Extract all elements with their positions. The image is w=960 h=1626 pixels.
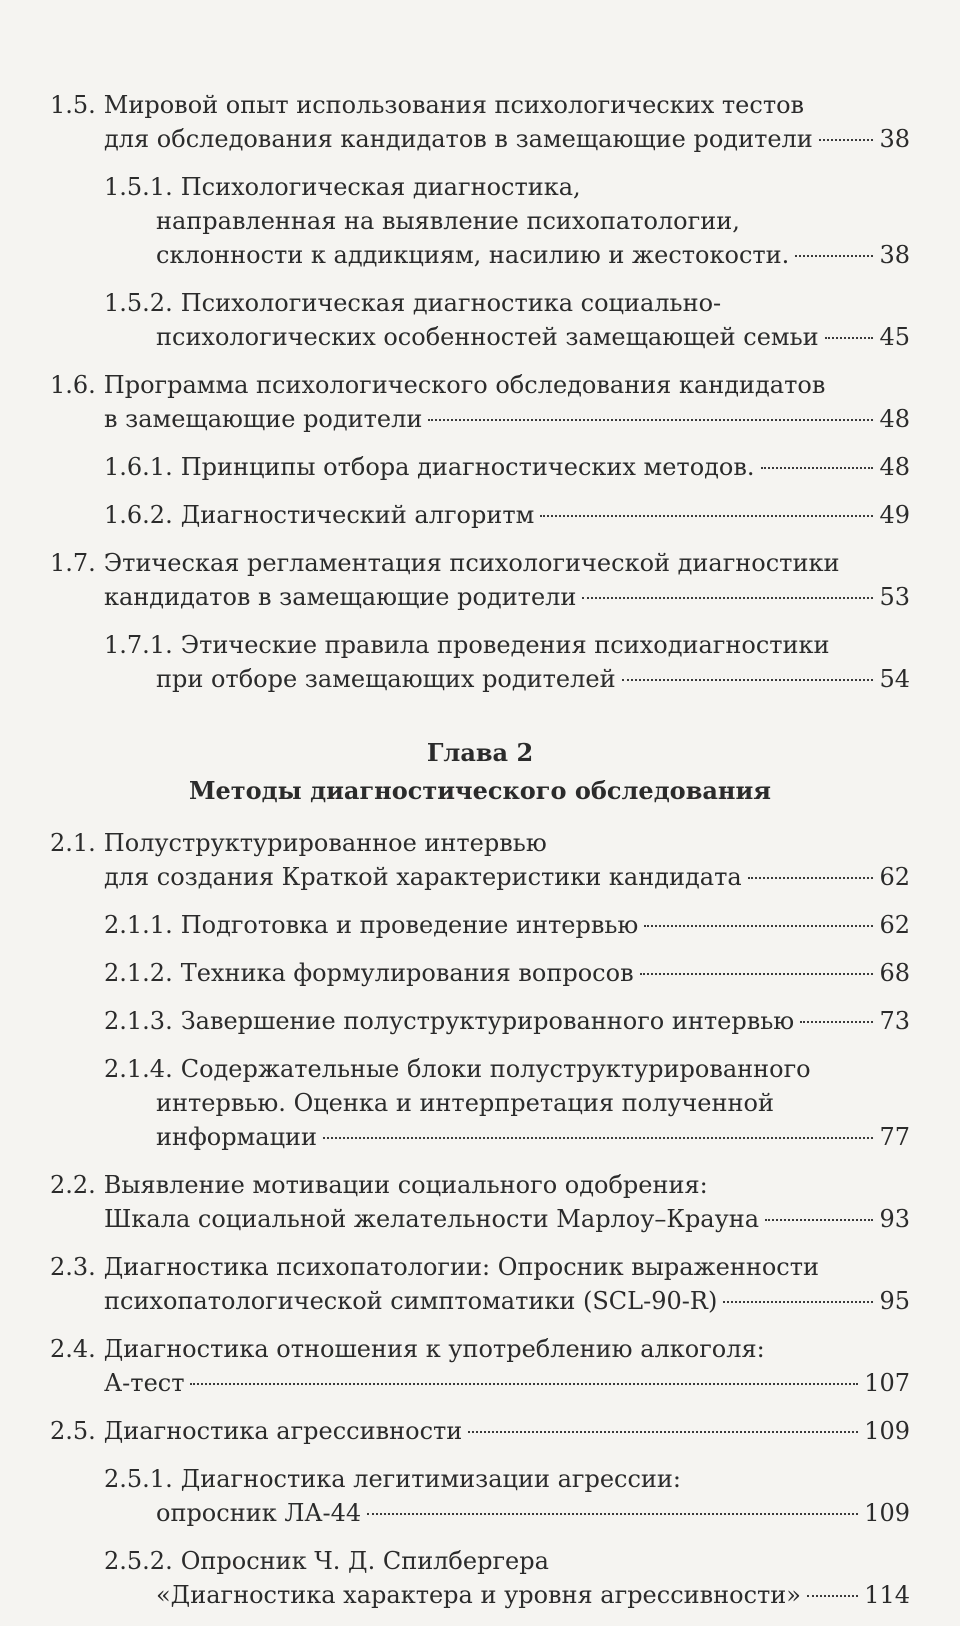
toc-entry-line	[50, 1414, 910, 1448]
toc-entry-title: Диагностика легитимизации агрессии:	[180, 1465, 682, 1493]
dot-leader	[795, 255, 873, 257]
toc-entry-page: 93	[879, 1205, 910, 1233]
toc-entry-line	[104, 1544, 910, 1578]
toc-entry-number: 2.5.	[50, 1417, 96, 1445]
toc-entry-page: 109	[864, 1417, 910, 1445]
toc-entry-number: 1.6.2.	[104, 501, 173, 529]
toc-entry-line	[104, 450, 910, 484]
dot-leader	[622, 679, 874, 681]
toc-entry	[50, 826, 910, 894]
toc-entry-line	[104, 628, 910, 662]
toc-entry-page: 38	[879, 241, 910, 269]
toc-entry-line	[104, 498, 910, 532]
toc-entry-number: 1.5.2.	[104, 289, 173, 317]
toc-entry-page: 48	[879, 453, 910, 481]
toc-entry-line	[104, 320, 910, 354]
toc-entry	[50, 1332, 910, 1400]
toc-entry-page: 38	[879, 125, 910, 153]
toc-entry-number: 1.5.	[50, 91, 96, 119]
toc-entry-number: 2.1.4.	[104, 1055, 173, 1083]
toc-entry	[50, 1462, 910, 1530]
toc-entry-title: А-тест	[104, 1369, 185, 1397]
toc-entry	[50, 286, 910, 354]
toc-entry-number: 2.3.	[50, 1253, 96, 1281]
toc-entry-title: психопатологической симптоматики (SCL-90-R)	[104, 1287, 718, 1315]
toc-entry	[50, 1250, 910, 1318]
toc-entry-line	[50, 1284, 910, 1318]
toc-entry-title: Принципы отбора диагностических методов.	[180, 453, 755, 481]
toc-entry-title: Диагностика агрессивности	[103, 1417, 463, 1445]
toc-entry-number: 2.1.1.	[104, 911, 173, 939]
toc-entry-line	[50, 546, 910, 580]
toc-entry-title: кандидатов в замещающие родители	[104, 583, 577, 611]
toc-entry-number: 2.5.1.	[104, 1465, 173, 1493]
toc-entry-title: для обследования кандидатов в замещающие родители	[104, 125, 813, 153]
toc-entry	[50, 368, 910, 436]
toc-entry-number: 2.1.	[50, 829, 96, 857]
toc-entry-number: 1.6.	[50, 371, 96, 399]
toc-entry-title: Завершение полуструктурированного интервью	[180, 1007, 795, 1035]
dot-leader	[819, 139, 874, 141]
toc-entry-line	[104, 170, 910, 204]
toc-entry-page: 73	[879, 1007, 910, 1035]
toc-entry	[50, 1168, 910, 1236]
toc-entry-number: 2.1.2.	[104, 959, 173, 987]
toc-entry-line	[50, 860, 910, 894]
toc-entry-title: Этическая регламентация психологической диагностики	[103, 549, 840, 577]
table-of-contents	[50, 88, 910, 1626]
toc-entry-page: 49	[879, 501, 910, 529]
toc-entry-page: 114	[864, 1581, 910, 1609]
toc-entry-title: Диагностика отношения к употреблению алкоголя:	[103, 1335, 765, 1363]
toc-entry-number: 1.5.1.	[104, 173, 173, 201]
dot-leader	[540, 515, 873, 517]
dot-leader	[582, 597, 873, 599]
toc-entry	[50, 1414, 910, 1448]
toc-entry-title: информации	[156, 1123, 317, 1151]
toc-entry-number: 2.4.	[50, 1335, 96, 1363]
toc-entry-page: 48	[879, 405, 910, 433]
toc-entry-line	[104, 1004, 910, 1038]
toc-entry-title: «Диагностика характера и уровня агрессивности»	[156, 1581, 801, 1609]
toc-entry-line	[50, 1366, 910, 1400]
toc-entry-page: 62	[879, 911, 910, 939]
toc-entry-line	[104, 1120, 910, 1154]
toc-entry	[50, 956, 910, 990]
dot-leader	[761, 467, 874, 469]
dot-leader	[323, 1137, 873, 1139]
chapter-title: Методы диагностического обследования	[188, 776, 772, 805]
toc-entry-line	[50, 1168, 910, 1202]
toc-entry	[50, 908, 910, 942]
toc-entry-line	[50, 122, 910, 156]
toc-entry	[50, 1052, 910, 1154]
toc-entry-title: Выявление мотивации социального одобрения:	[103, 1171, 708, 1199]
toc-entry-title: интервью. Оценка и интерпретация полученной	[156, 1089, 774, 1117]
toc-entry-line	[104, 204, 910, 238]
toc-entry-line	[104, 1086, 910, 1120]
toc-entry-line	[104, 286, 910, 320]
toc-entry-title: Полуструктурированное интервью	[103, 829, 547, 857]
toc-entry-title: Опросник Ч. Д. Спилбергера	[180, 1547, 549, 1575]
toc-entry-title: Психологическая диагностика социально-	[180, 289, 722, 317]
toc-entry	[50, 1004, 910, 1038]
toc-entry	[50, 628, 910, 696]
toc-entry-title: при отборе замещающих родителей	[156, 665, 616, 693]
toc-entry-line	[104, 1462, 910, 1496]
toc-entry-page: 109	[864, 1499, 910, 1527]
dot-leader	[428, 419, 873, 421]
toc-entry-title: опросник ЛА-44	[156, 1499, 362, 1527]
toc-entry-number: 1.7.1.	[104, 631, 173, 659]
dot-leader	[468, 1431, 858, 1433]
toc-entry-page: 77	[879, 1123, 910, 1151]
dot-leader	[640, 973, 874, 975]
toc-entry-line	[50, 402, 910, 436]
toc-entry-page: 53	[879, 583, 910, 611]
toc-entry-line	[50, 88, 910, 122]
toc-entry	[50, 170, 910, 272]
dot-leader	[723, 1301, 873, 1303]
dot-leader	[644, 925, 873, 927]
toc-entry-title: в замещающие родители	[104, 405, 423, 433]
toc-entry-page: 95	[879, 1287, 910, 1315]
toc-entry-page: 68	[879, 959, 910, 987]
toc-entry-number: 2.2.	[50, 1171, 96, 1199]
toc-section-after	[50, 826, 910, 1612]
toc-entry	[50, 498, 910, 532]
toc-entry-title: Техника формулирования вопросов	[180, 959, 634, 987]
toc-entry	[50, 450, 910, 484]
toc-entry-title: направленная на выявление психопатологии,	[156, 207, 740, 235]
toc-entry-line	[104, 1496, 910, 1530]
toc-entry-number: 1.6.1.	[104, 453, 173, 481]
toc-entry-page: 62	[879, 863, 910, 891]
dot-leader	[748, 877, 874, 879]
toc-entry-title: Программа психологического обследования кандидатов	[103, 371, 826, 399]
toc-entry-line	[50, 1202, 910, 1236]
toc-entry	[50, 1544, 910, 1612]
toc-entry-number: 2.1.3.	[104, 1007, 173, 1035]
toc-entry-page: 45	[879, 323, 910, 351]
dot-leader	[825, 337, 874, 339]
toc-entry-line	[50, 580, 910, 614]
toc-entry-line	[50, 1250, 910, 1284]
toc-entry-page: 54	[879, 665, 910, 693]
toc-entry-title: Этические правила проведения психодиагностики	[180, 631, 830, 659]
toc-entry-title: Диагностика психопатологии: Опросник выраженности	[103, 1253, 819, 1281]
dot-leader	[367, 1513, 858, 1515]
dot-leader	[765, 1219, 873, 1221]
toc-entry-title: Мировой опыт использования психологических тестов	[103, 91, 805, 119]
toc-entry-line	[50, 1332, 910, 1366]
chapter-label: Глава 2	[426, 738, 534, 767]
toc-entry-page: 107	[864, 1369, 910, 1397]
toc-entry-title: для создания Краткой характеристики кандидата	[104, 863, 742, 891]
toc-entry-line	[104, 662, 910, 696]
toc-entry-title: склонности к аддикциям, насилию и жестокости.	[156, 241, 790, 269]
dot-leader	[807, 1595, 858, 1597]
toc-entry-line	[104, 908, 910, 942]
toc-entry	[50, 88, 910, 156]
toc-entry	[50, 546, 910, 614]
toc-entry-title: Содержательные блоки полуструктурированного	[180, 1055, 811, 1083]
toc-entry-line	[104, 238, 910, 272]
toc-entry-line	[104, 956, 910, 990]
toc-entry-number: 2.5.2.	[104, 1547, 173, 1575]
toc-entry-title: психологических особенностей замещающей семьи	[156, 323, 819, 351]
toc-entry-line	[104, 1052, 910, 1086]
toc-entry-title: Диагностический алгоритм	[180, 501, 535, 529]
chapter-heading	[50, 734, 910, 810]
toc-entry-number: 1.7.	[50, 549, 96, 577]
toc-section-before	[50, 88, 910, 696]
dot-leader	[800, 1021, 873, 1023]
toc-entry-line	[50, 826, 910, 860]
toc-entry-title: Подготовка и проведение интервью	[180, 911, 639, 939]
toc-entry-title: Психологическая диагностика,	[180, 173, 581, 201]
dot-leader	[190, 1383, 858, 1385]
toc-entry-line	[104, 1578, 910, 1612]
toc-entry-title: Шкала социальной желательности Марлоу–Крауна	[104, 1205, 760, 1233]
toc-entry-line	[50, 368, 910, 402]
